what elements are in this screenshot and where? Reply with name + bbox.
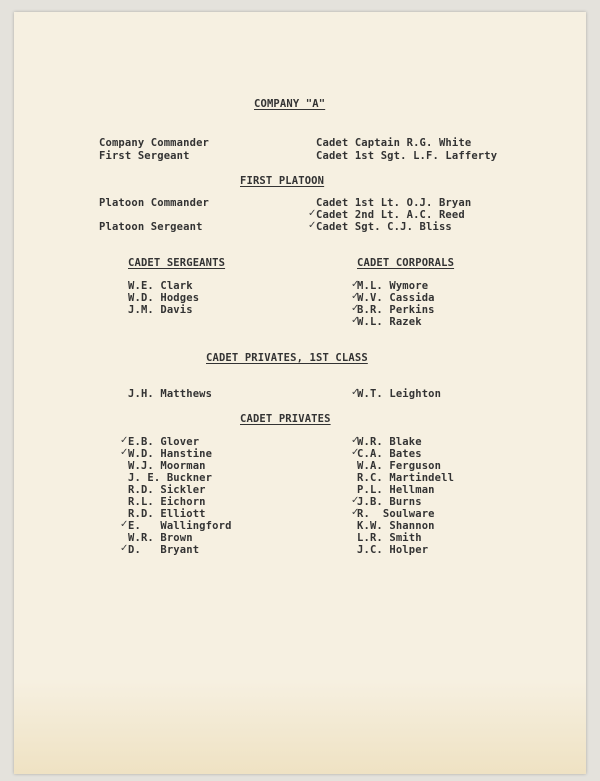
platoon-commander-name-1: Cadet 1st Lt. O.J. Bryan — [316, 197, 472, 209]
check-mark-icon: ✓ — [351, 279, 360, 290]
first-platoon-heading: FIRST PLATOON — [240, 175, 325, 187]
private-name: W.D. Hanstine — [128, 448, 213, 460]
check-mark-icon: ✓ — [351, 387, 360, 398]
check-mark-icon: ✓ — [308, 220, 317, 231]
check-mark-icon: ✓ — [120, 519, 129, 530]
first-sergeant-name: Cadet 1st Sgt. L.F. Lafferty — [316, 150, 498, 162]
private-name: R. Soulware — [357, 508, 435, 520]
sergeant-name: W.D. Hodges — [128, 292, 200, 304]
company-title: COMPANY "A" — [254, 98, 326, 110]
check-mark-icon: ✓ — [351, 291, 360, 302]
private-name: W.R. Blake — [357, 436, 422, 448]
check-mark-icon: ✓ — [351, 447, 360, 458]
private-name: J.B. Burns — [357, 496, 422, 508]
corporal-name: M.L. Wymore — [357, 280, 429, 292]
private-name: E. Wallingford — [128, 520, 232, 532]
platoon-sergeant-role: Platoon Sergeant — [99, 221, 203, 233]
private-name: W.R. Brown — [128, 532, 193, 544]
private-name: J. E. Buckner — [128, 472, 213, 484]
check-mark-icon: ✓ — [351, 303, 360, 314]
sergeant-name: J.M. Davis — [128, 304, 193, 316]
company-commander-name: Cadet Captain R.G. White — [316, 137, 472, 149]
private-name: P.L. Hellman — [357, 484, 435, 496]
corporal-name: W.V. Cassida — [357, 292, 435, 304]
private-name: W.A. Ferguson — [357, 460, 442, 472]
check-mark-icon: ✓ — [351, 435, 360, 446]
private-name: W.J. Moorman — [128, 460, 206, 472]
check-mark-icon: ✓ — [351, 495, 360, 506]
private-name: R.L. Eichorn — [128, 496, 206, 508]
corporal-name: W.L. Razek — [357, 316, 422, 328]
private-name: R.D. Elliott — [128, 508, 206, 520]
platoon-commander-role: Platoon Commander — [99, 197, 210, 209]
cadet-sergeants-heading: CADET SERGEANTS — [128, 257, 226, 269]
private-name: R.D. Sickler — [128, 484, 206, 496]
first-sergeant-role: First Sergeant — [99, 150, 190, 162]
private-name: D. Bryant — [128, 544, 200, 556]
private-name: R.C. Martindell — [357, 472, 455, 484]
cadet-privates-heading: CADET PRIVATES — [240, 413, 331, 425]
private-1st-class-name: J.H. Matthews — [128, 388, 213, 400]
check-mark-icon: ✓ — [120, 447, 129, 458]
private-name: J.C. Holper — [357, 544, 429, 556]
check-mark-icon: ✓ — [120, 435, 129, 446]
check-mark-icon: ✓ — [120, 543, 129, 554]
sergeant-name: W.E. Clark — [128, 280, 193, 292]
privates-1st-class-heading: CADET PRIVATES, 1ST CLASS — [206, 352, 368, 364]
platoon-sergeant-name: Cadet Sgt. C.J. Bliss — [316, 221, 452, 233]
private-name: L.R. Smith — [357, 532, 422, 544]
private-1st-class-name: W.T. Leighton — [357, 388, 442, 400]
document-page — [14, 12, 586, 774]
corporal-name: B.R. Perkins — [357, 304, 435, 316]
platoon-commander-name-2: Cadet 2nd Lt. A.C. Reed — [316, 209, 465, 221]
check-mark-icon: ✓ — [308, 208, 317, 219]
cadet-corporals-heading: CADET CORPORALS — [357, 257, 455, 269]
check-mark-icon: ✓ — [351, 507, 360, 518]
private-name: K.W. Shannon — [357, 520, 435, 532]
company-commander-role: Company Commander — [99, 137, 210, 149]
check-mark-icon: ✓ — [351, 315, 360, 326]
private-name: C.A. Bates — [357, 448, 422, 460]
private-name: E.B. Glover — [128, 436, 200, 448]
